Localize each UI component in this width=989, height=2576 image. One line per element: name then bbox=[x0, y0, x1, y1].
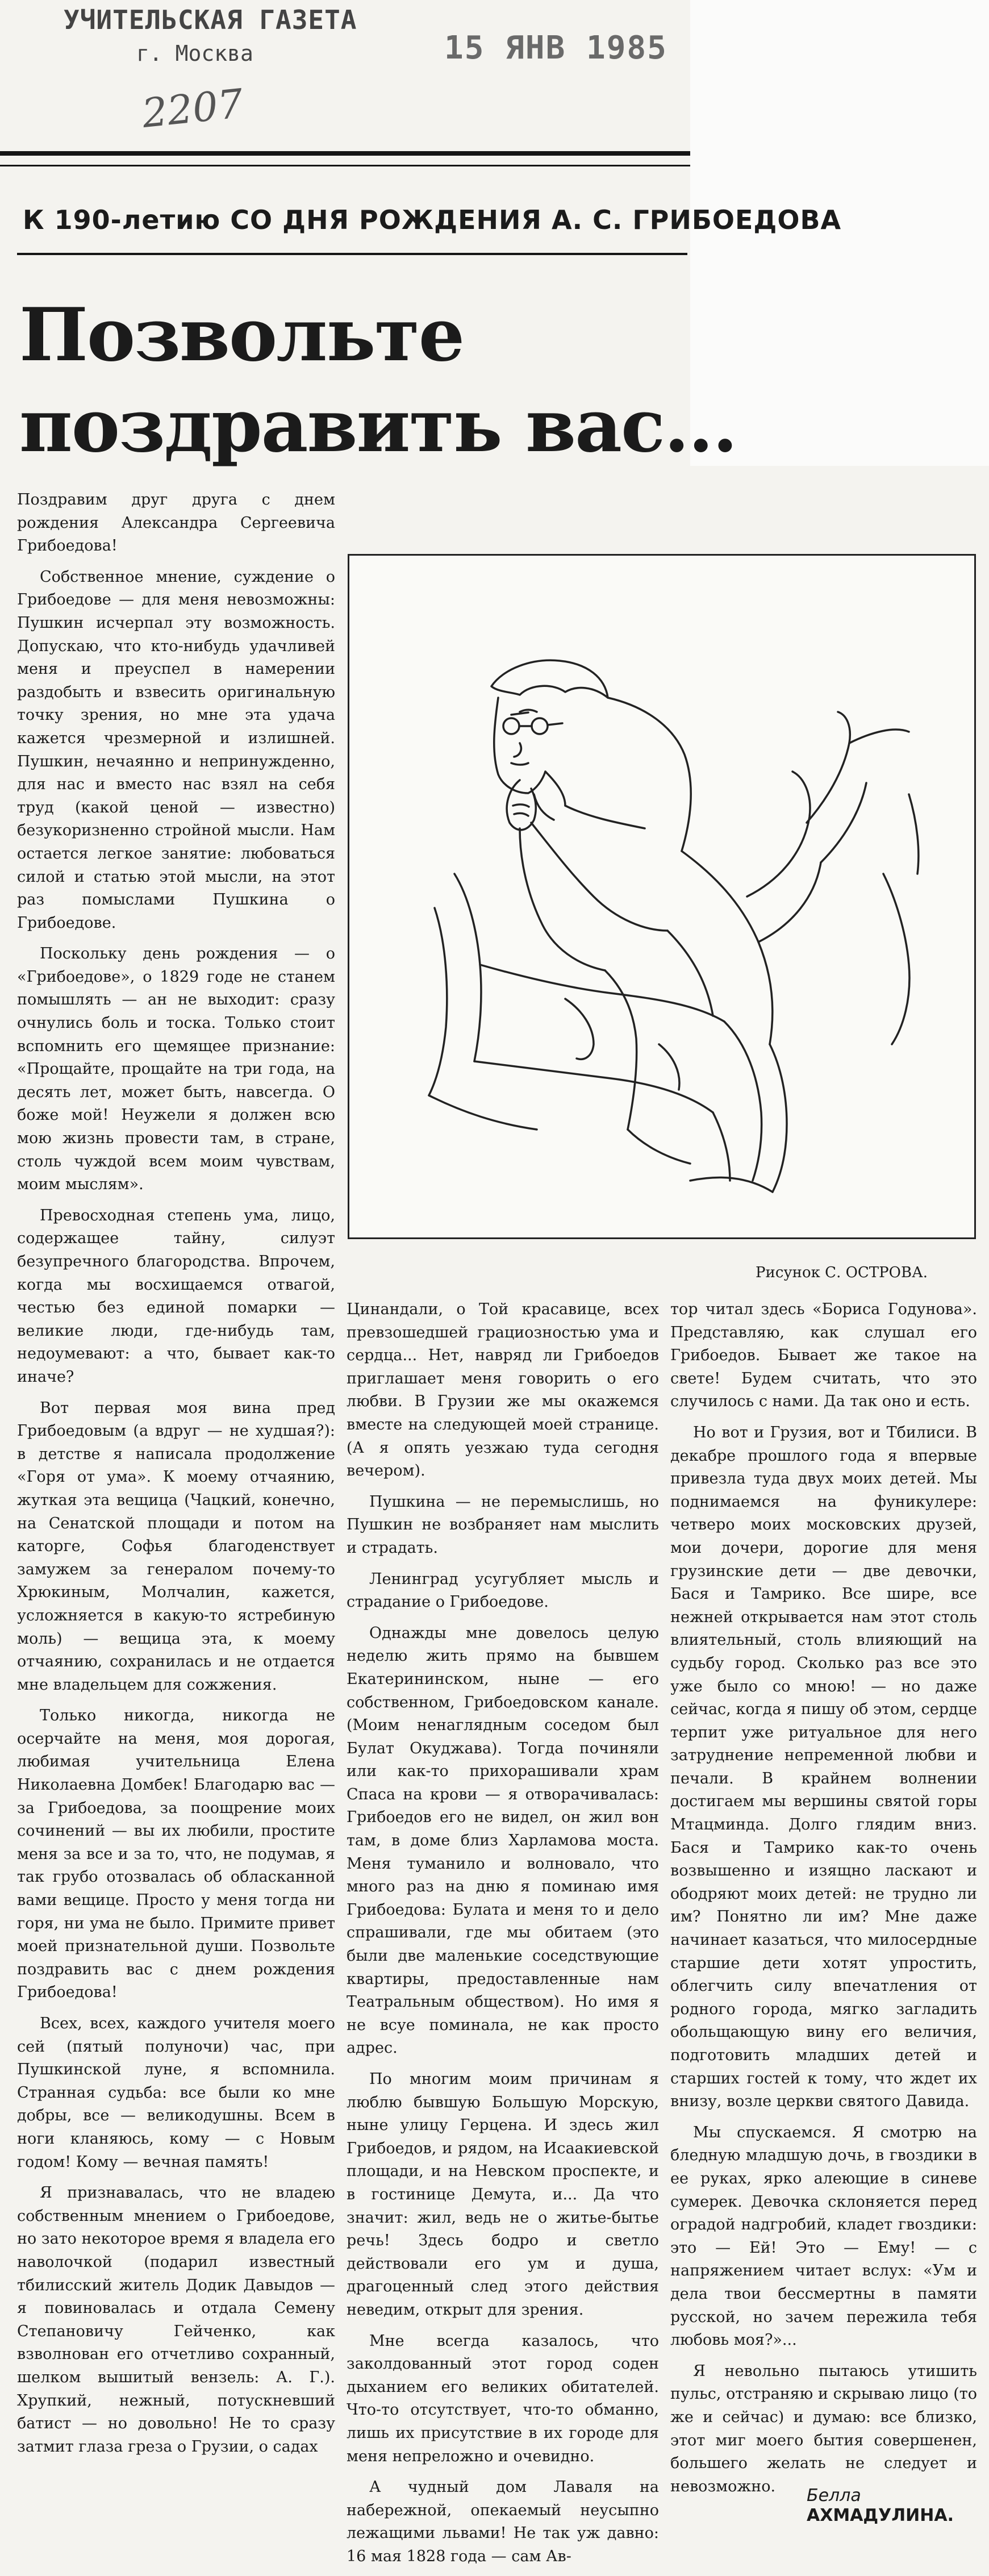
clipping-header bbox=[0, 0, 690, 170]
newspaper-stamp: УЧИТЕЛЬСКАЯ ГАЗЕТА bbox=[64, 5, 357, 35]
paragraph: Превосходная степень ума, лицо, содержащее тайну, силуэт безупречного благородства. Впрочем, когда мы восхищаемся отвагой, честью без единой помарки — великие люди, где-нибудь там, недоумевают: а что, бывает как-то иначе? bbox=[17, 1206, 335, 1386]
paragraph: Однажды мне довелось целую неделю жить прямо на бывшем Екатерининском, ныне — его собственном, Грибоедовском канале. (Моим ненаглядным соседом был Булат Окуджава). Тогда починяли или как-то прихорашивали храм Спаса на крови — я отворачивалась: Грибоедов его не видел, он жил вон там, в доме близ Харламова моста. Меня туманило и волновало, что много раз на дню я поминаю имя Грибоедова: Булата и меня то и дело спрашивали, где мы обитаем (это были две маленькие соседствующие квартиры, предоставленные нам Театральным обществом). Но имя я не всуе поминала, не как просто адрес. bbox=[347, 1624, 659, 2057]
headline-line-2: поздравить вас... bbox=[19, 384, 737, 469]
illustration-caption: Рисунок С. ОСТРОВА. bbox=[756, 1264, 928, 1281]
column-3 bbox=[670, 1298, 977, 2506]
paragraph: Я невольно пытаюсь утишить пульс, отстраняю и скрываю лицо (то же и сейчас) и думаю: все близко, этот миг моего бытия совершенен, большего желать не следует и невозможно. bbox=[670, 2362, 977, 2495]
paragraph: Цинандали, о Той красавице, всех превзошедшей грациозностью ума и сердца... Нет, навряд ли Грибоедов приглашает меня говорить о его любви. В Грузии же мы окажемся вместе на следующей моей странице. (А я опять уезжаю туда сегодня вечером). bbox=[347, 1300, 659, 1480]
author-given-name: Белла bbox=[807, 2486, 861, 2506]
top-rule-thin bbox=[0, 165, 690, 166]
paragraph: Ленинград усугубляет мысль и страдание о Грибоедове. bbox=[347, 1570, 659, 1611]
paragraph: Всех, всех, каждого учителя моего сей (пятый полуночи) час, при Пушкинской луне, я вспомнила. Странная судьба: все были ко мне добры, все — великодушны. Всем в ноги кланяюсь, кому — с Новым годом! Кому — вечная память! bbox=[17, 2015, 335, 2171]
paragraph: По многим моим причинам я люблю бывшую Большую Морскую, ныне улицу Герцена. И здесь жил Грибоедов, и рядом, на Исаакиевской площади, и на Невском проспекте, и в гостинице Демута, и... Да что значит: жил, ведь не о житье-бытье речь! Здесь бодро и светло действовали его ум и душа, драгоценный след этого действия неведим, открыт для зрения. bbox=[347, 2070, 659, 2319]
page-title bbox=[19, 290, 737, 472]
column-1 bbox=[17, 489, 335, 2466]
paragraph: Пушкина — не перемыслишь, но Пушкин не возбраняет нам мыслить и страдать. bbox=[347, 1493, 659, 1557]
handwritten-number: 2207 bbox=[140, 80, 245, 137]
author-signature bbox=[807, 2486, 989, 2525]
paragraph: Вот первая моя вина пред Грибоедовым (а вдруг — не худшая?): в детстве я написала продолжение «Горя от ума». К моему отчаянию, жуткая эта вещица (Чацкий, конечно, на Сенатской площади и потом на каторге, Софья благоденствует замужем за генералом почему-то Хрюкиным, Молчалин, кажется, усложняется в какую-то ястребиную моль) — вещица эта, к моему отчаянию, сохранилась и не отдается мне владельцем для сожжения. bbox=[17, 1399, 335, 1694]
date-stamp: 15 ЯНВ 1985 bbox=[444, 30, 667, 66]
illustration bbox=[348, 554, 976, 1239]
paragraph: Но вот и Грузия, вот и Тбилиси. В декабре прошлого года я впервые привезла туда двух моих детей. Мы поднимаемся на фуникулере: четверо моих московских друзей, мои дочери, дорогие для меня грузинские дети — две девочки, Бася и Тамрико. Все шире, все нежней открывается нам этот столь влиятельный, столь влияющий на судьбу город. Сколько раз все это уже было со мною! — но даже сейчас, когда я пишу об этом, сердце терпит уже ритуальное для него затруднение непременной любви и печали. В крайнем волнении достигаем мы вершины святой горы Мтацминда. Долго глядим вниз. Бася и Тамрико как-то очень возвышенно и изящно ласкают и ободряют моих детей: не трудно ли им? Понятно ли им? Мне даже начинает казаться, что милосердные старшие дети хотят упростить, облегчить силу впечатления от родного города, мягко загладить обольщающую вину его величия, подготовить младших детей и старших гостей к тому, что ждет их внизу, возле церкви святого Давида. bbox=[670, 1423, 977, 2111]
column-2 bbox=[347, 1298, 659, 2576]
author-surname: АХМАДУЛИНА. bbox=[807, 2506, 954, 2525]
rubric-rule bbox=[17, 253, 687, 255]
griboedov-portrait-drawing bbox=[349, 556, 974, 1237]
paragraph: А чудный дом Лаваля на набережной, опекаемый неусыпно лежащими львами! Не так уж давно: 16 мая 1828 года — сам Ав- bbox=[347, 2478, 659, 2565]
rubric: К 190-летию СО ДНЯ РОЖДЕНИЯ А. С. ГРИБОЕДОВА bbox=[23, 205, 842, 235]
paragraph: Только никогда, никогда не осерчайте на меня, моя дорогая, любимая учительница Елена Николаевна Домбек! Благодарю вас — за Грибоедова, за поощрение моих сочинений — вы их любили, простите меня за все и за то, что, не подумав, я так грубо отозвалась об обласканной вами вещице. Просто у меня тогда ни горя, ни ума не было. Примите привет моей признательной души. Позвольте поздравить вас с днем рождения Грибоедова! bbox=[17, 1707, 335, 2002]
paragraph: Поздравим друг друга с днем рождения Александра Сергеевича Грибоедова! bbox=[17, 491, 335, 555]
paragraph: Мы спускаемся. Я смотрю на бледную младшую дочь, в гвоздики в ее руках, ярко алеющие в синеве сумерек. Девочка склоняется перед оградой надгробий, кладет гвоздики: это — Ей! Это — Ему! — с напряжением читает вслух: «Ум и дела твои бессмертны в памяти русской, но зачем пережила тебя любовь моя?»... bbox=[670, 2123, 977, 2349]
paragraph: Собственное мнение, суждение о Грибоедове — для меня невозможны: Пушкин исчерпал эту возможность. Допускаю, что кто-нибудь удачливей меня и преуспел в намерении раздобыть и взвесить оригинальную точку зрения, но мне эта удача кажется чрезмерной и излишней. Пушкин, нечаянно и непринужденно, для нас и вместо нас взял на себя труд (какой ценой — известно) безукоризненно стройной мысли. Нам остается легкое занятие: любоваться силой и статью этой мысли, на этот раз помыслами Пушкина о Грибоедове. bbox=[17, 568, 335, 932]
paragraph: Я признавалась, что не владею собственным мнением о Грибоедове, но зато некоторое время я владела его наволочкой (подарил известный тбилисский житель Додик Давыдов — я повиновалась и отдала Семену Степановичу Гейченко, как взволнован его отчетливо сохранный, шелком вышитый вензель: А. Г.). Хрупкий, нежный, потускневший батист — но довольно! Не то сразу затмит глаза греза о Грузии, о садах bbox=[17, 2184, 335, 2456]
top-rule bbox=[0, 151, 690, 156]
paragraph: тор читал здесь «Бориса Годунова». Представляю, как слушал его Грибоедов. Бывает же такое на свете! Будем считать, что это случилось с нами. Да так оно и есть. bbox=[670, 1300, 977, 1411]
headline-line-1: Позвольте bbox=[19, 293, 464, 378]
paragraph: Мне всегда казалось, что заколдованный этот город соден дыханием его великих обитателей. Что-то отсутствует, что-то обманно, лишь их присутствие в их городе для меня непреложно и очевидно. bbox=[347, 2332, 659, 2465]
paragraph: Поскольку день рождения — о «Грибоедове», о 1829 годе не станем помышлять — ан не выходит: сразу очнулись боль и тоска. Только стоит вспомнить его щемящее признание: «Прощайте, прощайте на три года, на десять лет, может быть, навсегда. О боже мой! Неужели я должен всю мою жизнь провести там, в стране, столь чуждой всем моим чувствам, моим мыслям». bbox=[17, 945, 335, 1194]
city-stamp: г. Москва bbox=[136, 41, 253, 66]
